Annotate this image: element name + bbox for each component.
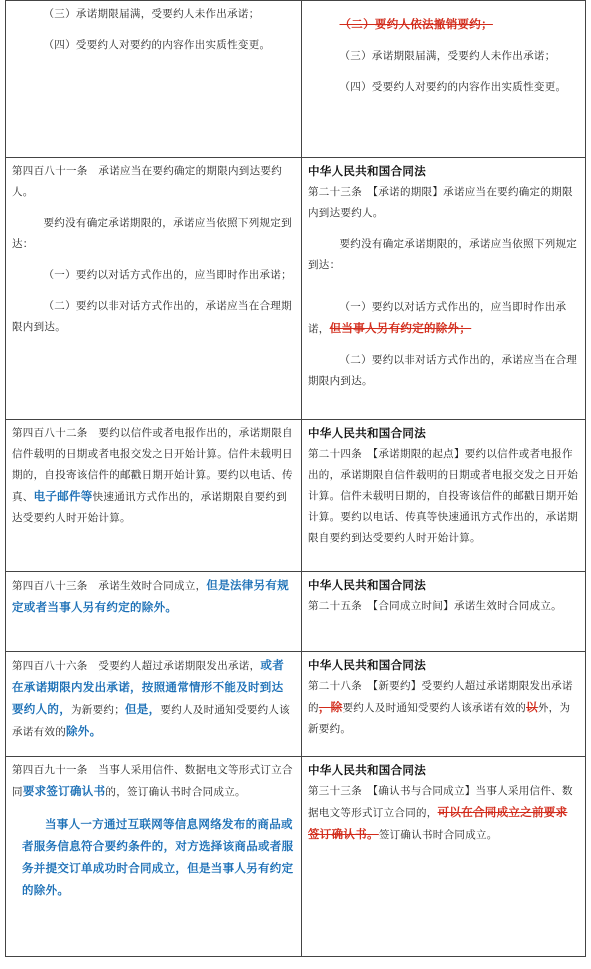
comparison-table [5, 0, 586, 957]
left-cell [6, 1, 302, 158]
article-text: 第二十四条 【承诺期限的起点】要约以信件或者电报作出的，承诺期限自信件载明的日期或者电报交发之日开始计算。信件未载明日期的，自投寄该信件的邮戳日期开始计算。要约以电话、传真等快速通讯方式作出的，承诺期限自要约到达受要约人时开始计算。 [308, 448, 578, 544]
table-row [6, 420, 586, 572]
article-text [12, 423, 295, 529]
article-text-part: 为新要约； [71, 704, 125, 716]
table-row [6, 572, 586, 652]
clause-text: （二）要约以非对话方式作出的，承诺应当在合理期限内到达。 [12, 300, 292, 333]
article-text: 第二十三条 【承诺的期限】承诺应当在要约确定的期限内到达要约人。 [308, 186, 573, 219]
table-row [6, 652, 586, 757]
clause-text [308, 297, 579, 340]
right-cell [302, 158, 586, 420]
law-title: 中华人民共和国合同法 [308, 164, 426, 178]
added-text: 或者在承诺期限内发出承诺，按照通常情形不能及时到达要约人的， [12, 658, 285, 716]
left-cell [6, 652, 302, 757]
right-cell [302, 1, 586, 158]
article-text-part: 外，为新要约。 [308, 702, 571, 735]
article-text [12, 575, 295, 619]
law-title: 中华人民共和国合同法 [308, 426, 426, 440]
clause-text: （三）承诺期限届满，受要约人未作出承诺； [43, 8, 260, 20]
clause-text-deleted [308, 14, 579, 36]
deleted-text: 除 [330, 700, 343, 714]
left-cell [6, 158, 302, 420]
deleted-text: 可以在合同成立之前要求签订确认书。 [308, 805, 568, 841]
clause-text: （一）要约以对话方式作出的，应当即时作出承诺； [43, 269, 292, 281]
right-cell [302, 572, 586, 652]
deleted-text: 但当事人另有约定的除外； [329, 321, 472, 335]
clause-text: 要约没有确定承诺期限的，承诺应当依照下列规定到达： [308, 238, 578, 271]
article-text [308, 676, 579, 740]
article-text-part: 第四百九十一条 当事人采用信件、数据电文等形式订立合同 [12, 764, 293, 798]
article-text-part: 第四百八十三条 承诺生效时合同成立， [12, 580, 207, 592]
law-title: 中华人民共和国合同法 [308, 658, 426, 672]
article-text [308, 781, 579, 846]
clause-text-part: （一）要约以对话方式作出的，应当即时作出承诺， [308, 301, 567, 335]
article-text-part: 的，签订确认书时合同成立。 [105, 786, 246, 798]
clause-text: （三）承诺期限届满，受要约人未作出承诺； [339, 50, 556, 62]
article-text-part: 签订确认书时合同成立。 [378, 829, 498, 841]
left-cell [6, 572, 302, 652]
article-text-part: 要约人及时通知受要约人该承诺有效的 [342, 702, 527, 714]
article-text [12, 655, 295, 743]
clause-text: 要约没有确定承诺期限的，承诺应当依照下列规定到达： [12, 217, 292, 250]
deleted-text: ， [318, 700, 331, 714]
left-cell [6, 420, 302, 572]
added-paragraph: 当事人一方通过互联网等信息网络发布的商品或者服务信息符合要约条件的，对方选择该商品或者服务并提交订单成功时合同成立，但是当事人另有约定的除外。 [22, 817, 294, 897]
right-cell [302, 757, 586, 957]
clause-text: （四）受要约人对要约的内容作出实质性变更。 [339, 81, 567, 93]
added-text: 但是法律另有规定或者当事人另有约定的除外。 [12, 578, 290, 614]
article-text: 第二十五条 【合同成立时间】承诺生效时合同成立。 [308, 600, 562, 612]
article-text-part: 第四百八十六条 受要约人超过承诺期限发出承诺， [12, 660, 261, 672]
law-title: 中华人民共和国合同法 [308, 578, 426, 592]
article-text [12, 760, 295, 803]
table-row [6, 1, 586, 158]
law-title: 中华人民共和国合同法 [308, 763, 426, 777]
article-text-part: 快速通讯方式作出的，承诺期限自要约到达受要约人时开始计算。 [12, 491, 288, 524]
clause-text: （二）要约以非对话方式作出的，承诺应当在合理期限内到达。 [308, 354, 578, 387]
article-text-part: 第四百八十二条 要约以信件或者电报作出的，承诺期限自信件载明的日期或者电报交发之日开始计算。信件未载明日期的，自投寄该信件的邮戳日期开始计算。要约以电话、传真、 [12, 427, 293, 503]
added-text: 但是， [125, 702, 161, 716]
right-cell [302, 652, 586, 757]
added-text: 电子邮件等 [33, 489, 93, 503]
added-text: 除外。 [66, 724, 102, 738]
deleted-text: 以 [526, 700, 538, 714]
right-cell [302, 420, 586, 572]
table-row [6, 757, 586, 957]
article-text-part: 第三十三条 【确认书与合同成立】当事人采用信件、数据电文等形式订立合同的， [308, 785, 573, 819]
article-text-part: 要约人及时通知受要约人该承诺有效的 [12, 704, 291, 738]
table-row [6, 158, 586, 420]
clause-text: （四）受要约人对要约的内容作出实质性变更。 [43, 39, 271, 51]
article-text-part: 第二十八条 【新要约】受要约人超过承诺期限发出承诺的 [308, 680, 573, 714]
deleted-text: （二）要约人依法撤销要约； [339, 17, 493, 31]
added-text: 要求签订确认书 [22, 784, 106, 798]
left-cell [6, 757, 302, 957]
article-text: 第四百八十一条 承诺应当在要约确定的期限内到达要约人。 [12, 165, 282, 198]
